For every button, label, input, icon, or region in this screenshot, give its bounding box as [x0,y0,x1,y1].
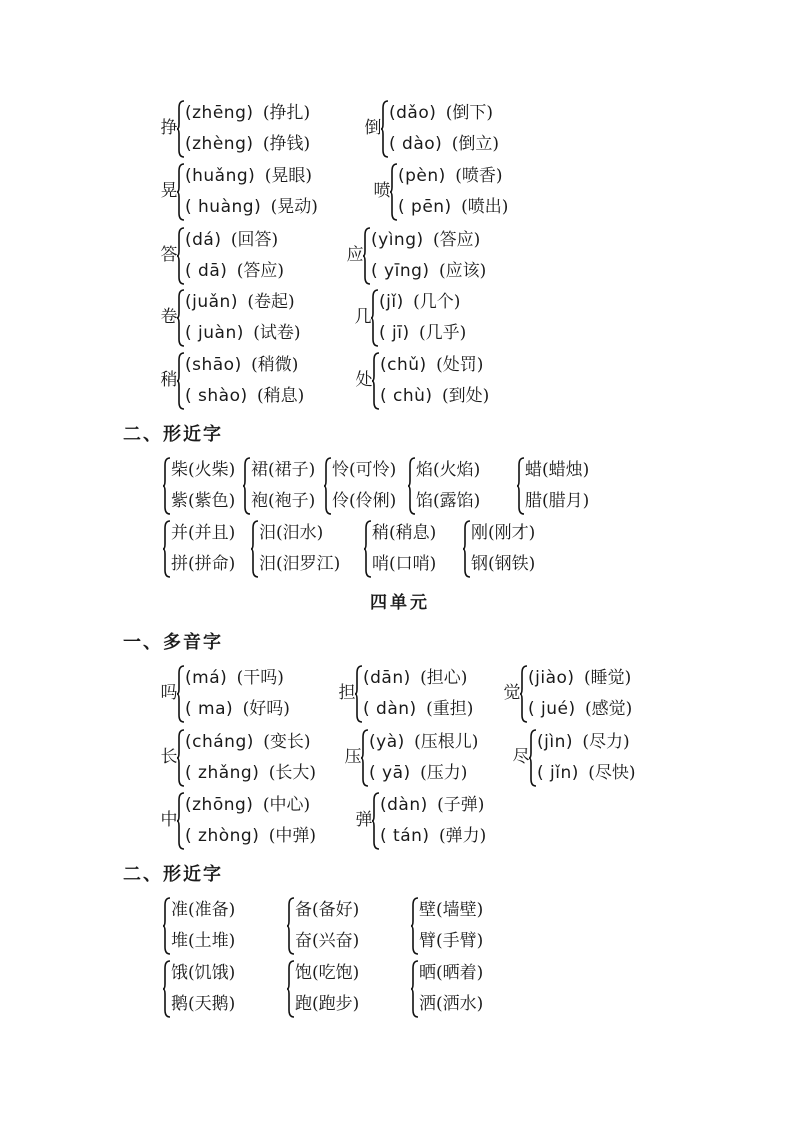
brace-icon [517,457,525,515]
brace-icon [390,163,398,221]
reading-line: ( jué) (感觉) [528,699,633,719]
reading-line: ( yā) (压力) [369,763,468,783]
section-heading: 一、多音字 [123,632,223,653]
brace-icon [372,352,380,410]
brace-icon [177,227,185,285]
polyphone-char: 弹 [355,810,373,830]
similar-line: 臂(手臂) [419,931,484,951]
similar-line: 鹅(天鹅) [171,994,236,1014]
brace-icon [287,960,295,1018]
brace-icon [411,897,419,955]
polyphone-char: 几 [354,307,372,327]
reading-line: (cháng) (变长) [185,732,311,752]
reading-line: ( jǐn) (尽快) [537,763,636,783]
reading-line: (jiào) (睡觉) [528,668,632,688]
similar-line: 饿(饥饿) [171,963,236,983]
polyphone-char: 中 [160,810,178,830]
reading-line: (zhōng) (中心) [185,795,311,815]
reading-line: (dàn) (子弹) [380,795,485,815]
reading-line: ( dàn) (重担) [363,699,474,719]
similar-line: 洒(洒水) [419,994,484,1014]
similar-line: 稍(稍息) [372,523,437,543]
polyphone-char: 卷 [160,307,178,327]
polyphone-char: 倒 [364,118,382,138]
unit-title: 四单元 [370,593,430,613]
similar-line: 紫(紫色) [171,491,236,511]
brace-icon [177,665,185,723]
brace-icon [463,520,471,578]
reading-line: (chǔ) (处罚) [380,355,484,375]
reading-line: ( chù) (到处) [380,386,490,406]
polyphone-char: 应 [346,245,364,265]
brace-icon [243,457,251,515]
brace-icon [355,665,363,723]
reading-line: (yà) (压根儿) [369,732,479,752]
similar-line: 裙(裙子) [251,460,316,480]
reading-line: (dān) (担心) [363,668,468,688]
similar-line: 腊(腊月) [525,491,590,511]
reading-line: (zhēng) (挣扎) [185,103,311,123]
polyphone-char: 处 [355,370,373,390]
reading-line: (juǎn) (卷起) [185,292,295,312]
similar-line: 跑(跑步) [295,994,360,1014]
brace-icon [163,457,171,515]
polyphone-char: 喷 [373,181,391,201]
similar-line: 馅(露馅) [416,491,481,511]
similar-line: 并(并且) [171,523,236,543]
brace-icon [177,100,185,158]
brace-icon [177,792,185,850]
reading-line: ( dā) (答应) [185,261,285,281]
brace-icon [372,792,380,850]
polyphone-char: 稍 [160,370,178,390]
polyphone-char: 担 [338,683,356,703]
brace-icon [287,897,295,955]
brace-icon [163,960,171,1018]
similar-line: 钢(钢铁) [471,554,536,574]
brace-icon [177,163,185,221]
reading-line: ( zhǎng) (长大) [185,763,317,783]
similar-line: 柴(火柴) [171,460,236,480]
brace-icon [371,289,379,347]
reading-line: (dǎo) (倒下) [389,103,494,123]
reading-line: ( shào) (稍息) [185,386,305,406]
similar-line: 汨(汨罗江) [259,554,341,574]
polyphone-char: 答 [160,245,178,265]
polyphone-char: 吗 [160,683,178,703]
reading-line: ( jī) (几乎) [379,323,467,343]
similar-line: 焰(火焰) [416,460,481,480]
brace-icon [408,457,416,515]
reading-line: ( huàng) (晃动) [185,197,318,217]
similar-line: 哨(口哨) [372,554,437,574]
reading-line: ( juàn) (试卷) [185,323,301,343]
reading-line: (dá) (回答) [185,230,279,250]
reading-line: ( pēn) (喷出) [398,197,509,217]
brace-icon [251,520,259,578]
similar-line: 堆(土堆) [171,931,236,951]
reading-line: ( ma) (好吗) [185,699,290,719]
brace-icon [364,520,372,578]
reading-line: (pèn) (喷香) [398,166,503,186]
brace-icon [529,729,537,787]
similar-line: 怜(可怜) [332,460,397,480]
similar-line: 晒(晒着) [419,963,484,983]
brace-icon [381,100,389,158]
reading-line: (jìn) (尽力) [537,732,630,752]
similar-line: 刚(刚才) [471,523,536,543]
polyphone-char: 长 [160,747,178,767]
brace-icon [411,960,419,1018]
similar-line: 拼(拼命) [171,554,236,574]
brace-icon [177,352,185,410]
similar-line: 准(准备) [171,900,236,920]
reading-line: (má) (干吗) [185,668,284,688]
similar-line: 汨(汨水) [259,523,324,543]
reading-line: (huǎng) (晃眼) [185,166,312,186]
polyphone-char: 挣 [160,118,178,138]
reading-line: ( zhòng) (中弹) [185,826,317,846]
brace-icon [363,227,371,285]
polyphone-char: 晃 [160,181,178,201]
reading-line: (yìng) (答应) [371,230,481,250]
similar-line: 壁(墙壁) [419,900,484,920]
reading-line: ( tán) (弹力) [380,826,487,846]
section-heading: 二、形近字 [123,864,223,885]
reading-line: ( yīng) (应该) [371,261,487,281]
similar-line: 饱(吃饱) [295,963,360,983]
similar-line: 袍(袍子) [251,491,316,511]
polyphone-char: 觉 [503,683,521,703]
similar-line: 奋(兴奋) [295,931,360,951]
polyphone-char: 尽 [512,747,530,767]
brace-icon [177,289,185,347]
brace-icon [520,665,528,723]
brace-icon [324,457,332,515]
section-heading: 二、形近字 [123,424,223,445]
reading-line: (zhèng) (挣钱) [185,134,311,154]
polyphone-char: 压 [344,747,362,767]
similar-line: 备(备好) [295,900,360,920]
reading-line: ( dào) (倒立) [389,134,499,154]
brace-icon [163,897,171,955]
reading-line: (jǐ) (几个) [379,292,461,312]
similar-line: 蜡(蜡烛) [525,460,590,480]
brace-icon [177,729,185,787]
similar-line: 伶(伶俐) [332,491,397,511]
reading-line: (shāo) (稍微) [185,355,299,375]
brace-icon [361,729,369,787]
brace-icon [163,520,171,578]
